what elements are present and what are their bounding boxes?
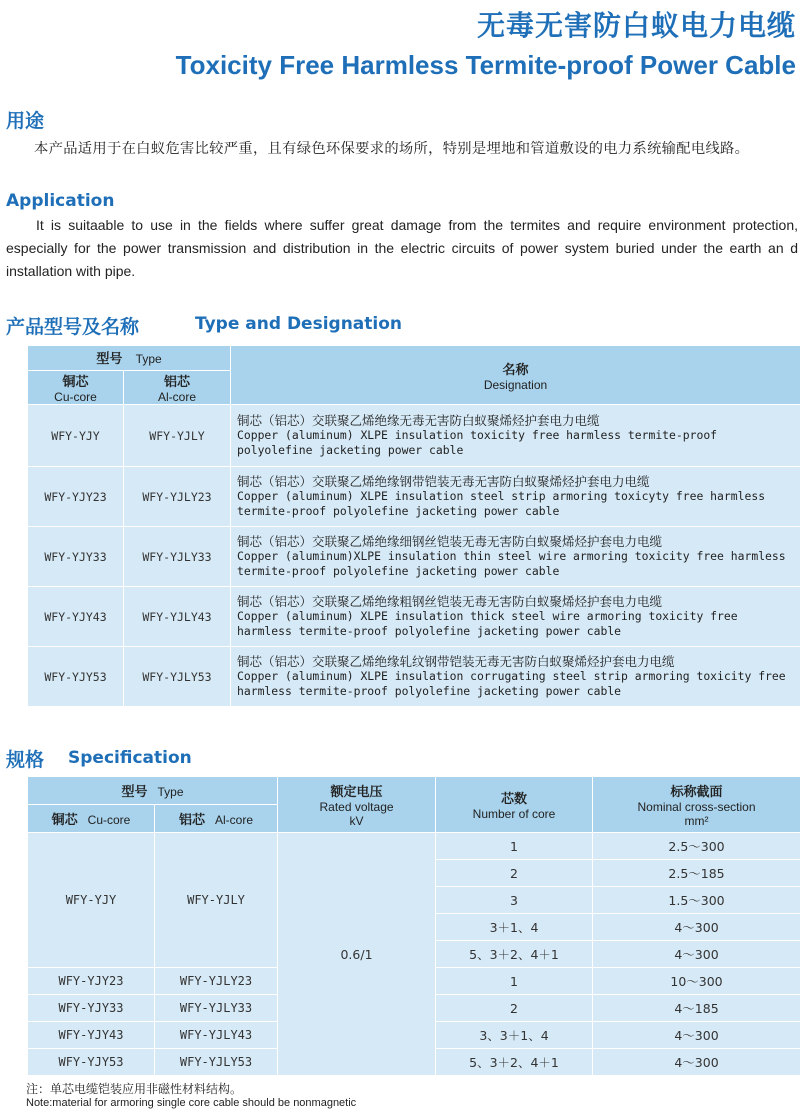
al-type-cell: WFY-YJLY33: [124, 527, 231, 587]
cu-type-cell: WFY-YJY23: [28, 467, 124, 527]
designation-cell: 铜芯（铝芯）交联聚乙烯绝缘细钢丝铠装无毒无害防白蚁聚烯烃护套电力电缆 Copper (aluminum)XLPE insulation thin steel wire armoring toxicity free harmless termite-proof polyolefine jacketing power cable: [231, 527, 800, 587]
cu-type-cell: WFY-YJY43: [28, 1022, 155, 1049]
table-row: [28, 467, 800, 527]
cores-cell: 3: [436, 887, 593, 914]
cu-type-cell: WFY-YJY23: [28, 968, 155, 995]
section-cell: 4～300: [593, 941, 800, 968]
al-type-cell: WFY-YJLY43: [155, 1022, 278, 1049]
cores-cell: 1: [436, 833, 593, 860]
specification-table: [27, 776, 800, 1076]
al-type-cell: WFY-YJLY53: [124, 647, 231, 707]
designation-cell: 铜芯（铝芯）交联聚乙烯绝缘粗钢丝铠装无毒无害防白蚁聚烯烃护套电力电缆 Copper (aluminum) XLPE insulation thick steel wire armoring toxicity free harmless termite-proof polyolefine jacketing power cable: [231, 587, 800, 647]
application-heading: Application: [6, 191, 115, 211]
section-cell: 2.5～185: [593, 860, 800, 887]
cu-type-cell: WFY-YJY53: [28, 647, 124, 707]
page-title-cn: 无毒无害防白蚁电力电缆: [476, 9, 796, 42]
page-title-en: Toxicity Free Harmless Termite-proof Power Cable: [175, 50, 796, 80]
type-header-cell: 型号 Type: [28, 346, 231, 371]
section-cell: 4～300: [593, 1022, 800, 1049]
designation-header-cell: 名称 Designation: [231, 346, 800, 405]
table-row: [28, 527, 800, 587]
table-row: [28, 405, 800, 467]
cu-type-cell: WFY-YJY: [28, 833, 155, 968]
al-type-cell: WFY-YJLY23: [155, 968, 278, 995]
cores-cell: 2: [436, 995, 593, 1022]
usage-text-cn: 本产品适用于在白蚁危害比较严重，且有绿色环保要求的场所，特别是埋地和管道敷设的电力系统输配电线路。: [34, 141, 750, 157]
table-row: [28, 833, 800, 860]
al-core-header: 铝芯 Al-core: [124, 371, 231, 405]
section-cell: 4～300: [593, 1049, 800, 1076]
note-en: Note:material for armoring single core cable should be nonmagnetic: [26, 1097, 357, 1109]
section-cell: 4～300: [593, 914, 800, 941]
type-heading-cn: 产品型号及名称: [6, 316, 140, 338]
cores-header-cell: 芯数 Number of core: [436, 777, 593, 833]
cu-type-cell: WFY-YJY: [28, 405, 124, 467]
al-type-cell: WFY-YJLY53: [155, 1049, 278, 1076]
voltage-header-cell: 额定电压 Rated voltage kV: [278, 777, 436, 833]
al-type-cell: WFY-YJLY: [155, 833, 278, 968]
section-cell: 10～300: [593, 968, 800, 995]
application-text: It is suitaable to use in the fields where suffer great damage from the termites and require environment protection, especially for the power transmission and distribution in the electric circuits of power system buried under the earth an d installation with pipe.: [6, 217, 798, 279]
table-row: [28, 647, 800, 707]
cu-type-cell: WFY-YJY33: [28, 995, 155, 1022]
cu-core-header: 铜芯 Cu-core: [28, 371, 124, 405]
cu-type-cell: WFY-YJY53: [28, 1049, 155, 1076]
table-row: [28, 587, 800, 647]
designation-cell: 铜芯（铝芯）交联聚乙烯绝缘无毒无害防白蚁聚烯烃护套电力电缆 Copper (aluminum) XLPE insulation toxicity free harmless termite-proof polyolefine jacketing power cable: [231, 405, 800, 467]
type-heading-en: Type and Designation: [195, 314, 403, 334]
section-cell: 2.5～300: [593, 833, 800, 860]
cu-core-header: 铜芯 Cu-core: [28, 805, 155, 833]
spec-heading-en: Specification: [68, 748, 192, 768]
cores-cell: 3、3＋1、4: [436, 1022, 593, 1049]
section-header-cell: 标称截面 Nominal cross-section mm²: [593, 777, 800, 833]
cores-cell: 5、3＋2、4＋1: [436, 1049, 593, 1076]
al-type-cell: WFY-YJLY33: [155, 995, 278, 1022]
al-type-cell: WFY-YJLY43: [124, 587, 231, 647]
section-cell: 4～185: [593, 995, 800, 1022]
usage-heading-cn: 用途: [6, 110, 45, 132]
cores-cell: 2: [436, 860, 593, 887]
al-type-cell: WFY-YJLY: [124, 405, 231, 467]
cu-type-cell: WFY-YJY33: [28, 527, 124, 587]
cores-cell: 1: [436, 968, 593, 995]
cu-type-cell: WFY-YJY43: [28, 587, 124, 647]
section-cell: 1.5～300: [593, 887, 800, 914]
cores-cell: 3＋1、4: [436, 914, 593, 941]
cores-cell: 5、3＋2、4＋1: [436, 941, 593, 968]
voltage-cell: 0.6/1: [278, 833, 436, 1076]
type-designation-table: [27, 345, 800, 707]
spec-heading-cn: 规格: [6, 749, 45, 771]
al-core-header: 铝芯 Al-core: [155, 805, 278, 833]
designation-cell: 铜芯（铝芯）交联聚乙烯绝缘轧纹钢带铠装无毒无害防白蚁聚烯烃护套电力电缆 Copper (aluminum) XLPE insulation corrugating steel strip armoring toxicity free harmless termite-proof polyolefine jacketing power cable: [231, 647, 800, 707]
designation-cell: 铜芯（铝芯）交联聚乙烯绝缘钢带铠装无毒无害防白蚁聚烯烃护套电力电缆 Copper (aluminum) XLPE insulation steel strip armoring toxicyty free harmless termite-proof polyolefine jacketing power cable: [231, 467, 800, 527]
type-header-cell: 型号 Type: [28, 777, 278, 805]
al-type-cell: WFY-YJLY23: [124, 467, 231, 527]
note-cn: 注：单芯电缆铠装应用非磁性材料结构。: [26, 1082, 243, 1096]
